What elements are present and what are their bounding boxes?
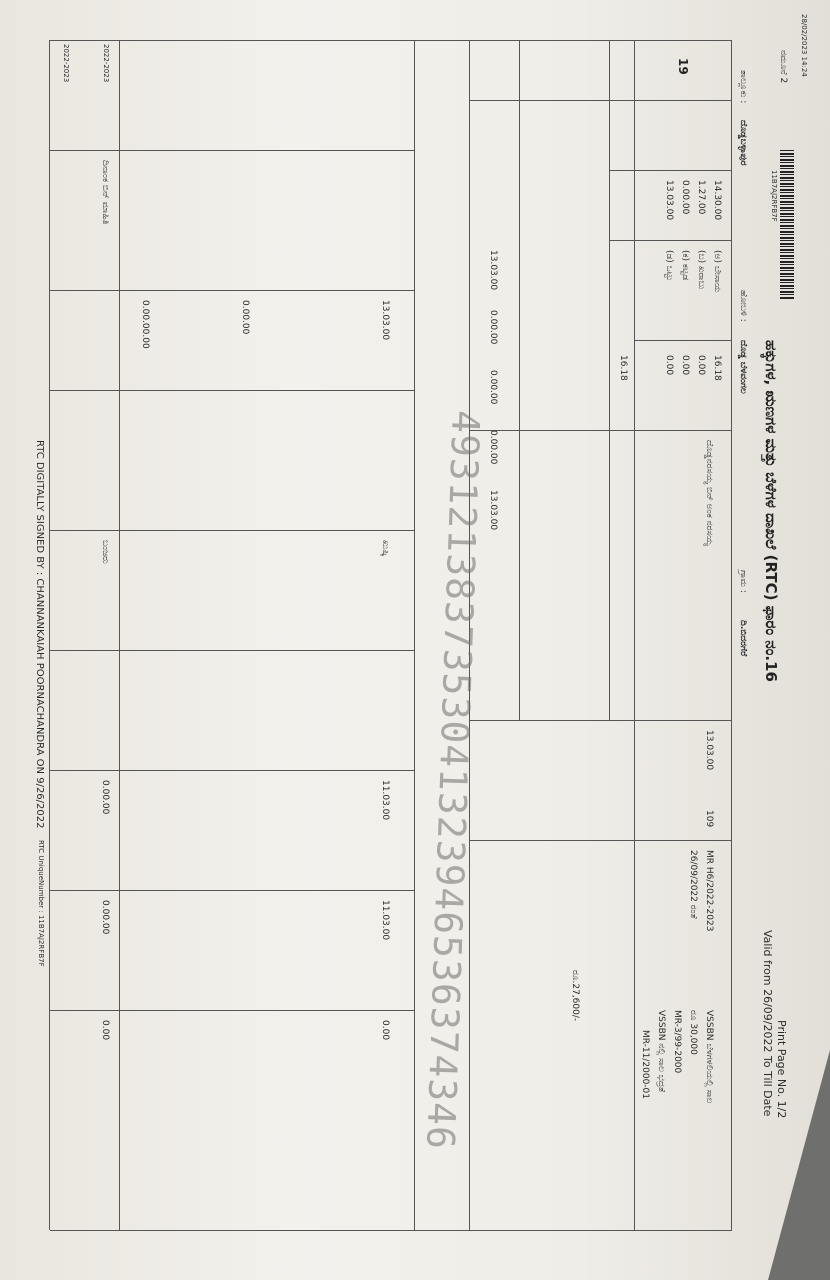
land-row-3-extent: 13.03.00 xyxy=(664,180,674,221)
land-row-0-label: (ಅ) ಬೇಸಾಯ xyxy=(712,250,722,293)
liability-line-4: VSSBN ನಲ್ಲಿ ಸಾಲ ಭದ್ರತೆ xyxy=(656,1010,666,1093)
hobli: ದೊಡ್ಡ ಬೆಳವಂಗಲ xyxy=(738,340,748,394)
irr-total-0: 13.03.00 xyxy=(488,250,498,291)
owner-name: ದೊಡ್ಡನರಸಯ್ಯ ಬಿನ್ ಅಂಕ ನರಸಯ್ಯ xyxy=(704,440,714,547)
land-extent: 14.30.00 xyxy=(712,180,722,221)
crop-0-area: 13.03.00 xyxy=(380,300,390,341)
irr-total-2: 0.00.00 xyxy=(488,370,498,405)
mutation-note: ದಿನಾಂಕ ಬಿನ್ ಮಾಹಿತಿ xyxy=(100,160,110,225)
owner-area: 13.03.00 xyxy=(704,730,714,771)
liability-line-2: ರೂ 30,000 xyxy=(688,1010,698,1055)
crop-year-1: 2022-2023 xyxy=(102,44,110,83)
crop-2-crop: ಬಂಜರು xyxy=(100,540,110,564)
crop-2-total: 0.00.00 xyxy=(100,900,110,935)
barcode-text: 11B7AJ2RFB7F xyxy=(770,170,778,222)
survey-number: 19 xyxy=(676,58,690,75)
hobli-label: ಹೋಬಳಿ : xyxy=(738,290,748,322)
irr-total-3: 0.00.00 xyxy=(488,430,498,465)
land-row-1-label: (ಬ) ಖರಾಬು xyxy=(696,250,706,290)
land-row-0-revenue: 16.18 xyxy=(712,355,722,381)
valid-from: Valid from 26/09/2022 To Till Date xyxy=(761,930,774,1117)
taluk-label: ತಾಲ್ಲೂಕು : xyxy=(738,70,748,104)
crop-2-other: 0.00 xyxy=(100,1020,110,1041)
land-row-1-extent: 1.27.00 xyxy=(696,180,706,215)
rtc-document xyxy=(30,10,810,1250)
crop-0-value: 11.03.00 xyxy=(380,780,390,821)
land-row-2-extent: 0.00.00 xyxy=(680,180,690,215)
land-row-1-revenue: 0.00 xyxy=(696,355,706,376)
crop-2-value: 0.00.00 xyxy=(100,780,110,815)
corner-date: 28/02/2023 14:24 xyxy=(800,14,808,77)
village-label: ಗ್ರಾಮ : xyxy=(738,570,748,593)
crop-2-area: 0.00.00.00 xyxy=(140,300,150,349)
land-row-3-revenue: 0.00 xyxy=(664,355,674,376)
crop-0-total: 11.03.00 xyxy=(380,900,390,941)
liability-line-3: MR-3/99-2000 xyxy=(672,1010,682,1074)
taluk: ದೊಡ್ಡಬಳ್ಳಾಪುರ xyxy=(738,120,748,166)
owner-mr-date: 26/09/2022 ರಂತೆ xyxy=(688,850,698,919)
total-revenue: 16.18 xyxy=(618,355,628,381)
signed-by: RTC DIGITALLY SIGNED BY : CHANNANKAIAH POORNACHANDRA ON 9/26/2022 xyxy=(34,440,45,829)
land-row-2-label: (ಕ) ಕಟ್ಟಡ xyxy=(680,250,690,281)
irr-total-4: 13.03.00 xyxy=(488,490,498,531)
owner-khata: 109 xyxy=(704,810,714,828)
village: ದಿ.ಬಿದರಗೆರೆ xyxy=(738,620,748,657)
form-number: ನಮೂನೆ 2 xyxy=(778,50,788,84)
land-row-2-revenue: 0.00 xyxy=(680,355,690,376)
owner-mr: MR H6/2022-2023 xyxy=(704,850,714,932)
barcode-image xyxy=(780,150,794,300)
crop-1-area: 0.00.00 xyxy=(240,300,250,335)
irr-total-1: 0.00.00 xyxy=(488,310,498,345)
liability-line-5: MR-11/2000-01 xyxy=(640,1030,650,1099)
print-page: Print Page No. 1/2 xyxy=(775,1020,788,1119)
crop-0-crop: ಖುಷ್ಕಿ xyxy=(380,540,390,557)
land-row-3-label: (ಡ) ಒಟ್ಟು xyxy=(664,250,674,282)
crop-0-other: 0.00 xyxy=(380,1020,390,1041)
loan-amount: ರೂ.27,600/- xyxy=(570,970,580,1022)
crop-year-2: 2022-2023 xyxy=(62,44,70,83)
watermark-number: 4931213837353041323946536374346 xyxy=(418,409,488,1151)
liability-line-1: VSSBN ಬೆಳಗಳಲಿಯಲ್ಲಿ ಸಾಲ xyxy=(704,1010,714,1104)
document-title: ಹಕ್ಕುಗಳ, ಋಣಗಳ ಮತ್ತು ಬೆಳೆಗಳ ದಾಖಲೆ (RTC) ಫಾರಂ ನಂ.16 xyxy=(762,340,780,682)
unique-number: RTC UniqueNumber : 11B7AJ2RFB7F xyxy=(37,840,45,967)
